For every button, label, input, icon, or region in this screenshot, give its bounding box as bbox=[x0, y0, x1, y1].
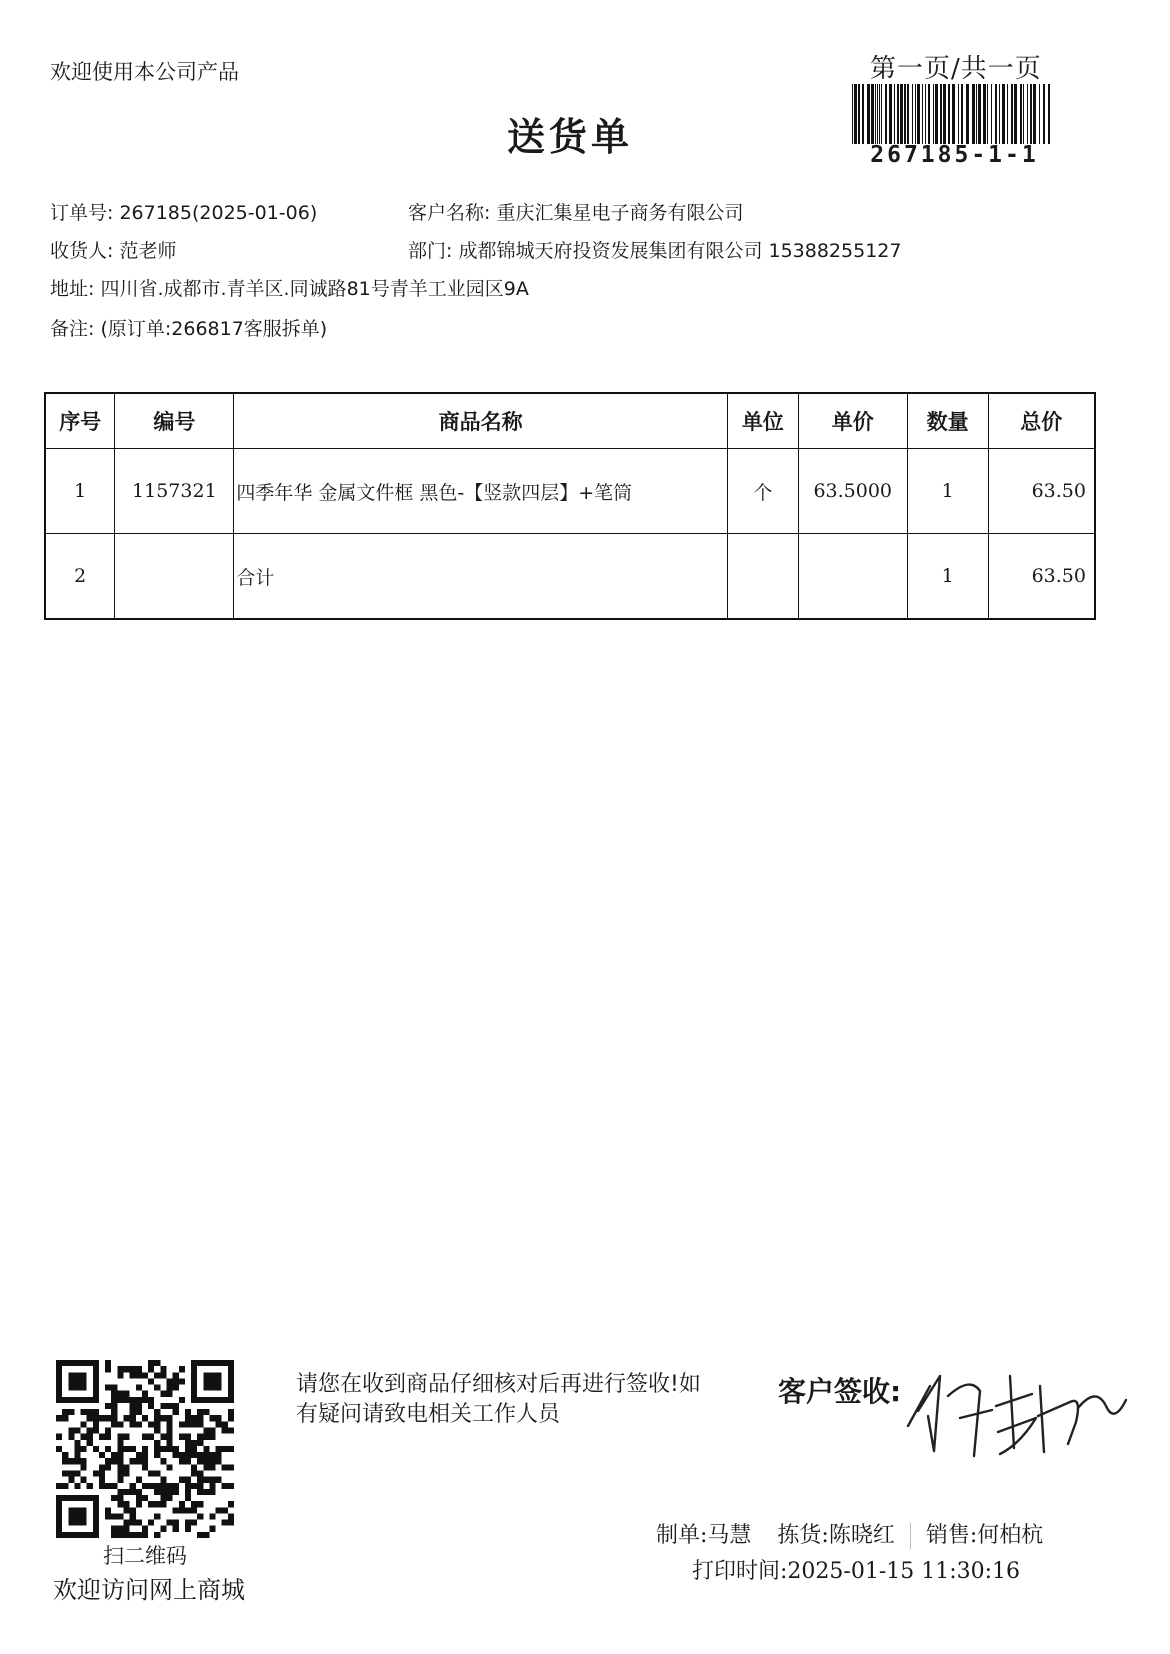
cell-price bbox=[798, 534, 907, 620]
cell-seq: 2 bbox=[45, 534, 115, 620]
cell-unit: 个 bbox=[727, 449, 798, 534]
table-row bbox=[45, 449, 1095, 534]
page-info: 第一页/共一页 bbox=[870, 54, 1042, 84]
qr-caption-visit: 欢迎访问网上商城 bbox=[53, 1576, 245, 1604]
table-row-summary bbox=[45, 534, 1095, 620]
department-field bbox=[408, 236, 901, 263]
staff-line bbox=[656, 1518, 1043, 1549]
col-header-price: 单价 bbox=[798, 393, 907, 449]
cell-qty: 1 bbox=[907, 449, 988, 534]
address-value: 四川省.成都市.青羊区.同诚路81号青羊工业园区9A bbox=[100, 278, 529, 300]
order-number-value: 267185(2025-01-06) bbox=[119, 202, 318, 224]
cell-name: 合计 bbox=[234, 534, 728, 620]
department-value: 成都锦城天府投资发展集团有限公司 15388255127 bbox=[458, 240, 902, 262]
barcode-text: 267185-1-1 bbox=[870, 142, 1039, 168]
page-title: 送货单 bbox=[506, 115, 633, 159]
cell-qty: 1 bbox=[907, 534, 988, 620]
department-label: 部门: bbox=[408, 240, 453, 262]
sales-text: 销售:何柏杭 bbox=[925, 1523, 1044, 1548]
receiver-field bbox=[50, 236, 176, 263]
items-table bbox=[44, 392, 1096, 620]
staff-divider bbox=[910, 1523, 911, 1549]
remark-value: (原订单:266817客服拆单) bbox=[100, 318, 328, 340]
customer-name-value: 重庆汇集星电子商务有限公司 bbox=[496, 202, 744, 224]
order-number-label: 订单号: bbox=[50, 202, 114, 224]
address-label: 地址: bbox=[50, 278, 95, 300]
receiver-label: 收货人: bbox=[50, 240, 114, 262]
receipt-notice: 请您在收到商品仔细核对后再进行签收!如有疑问请致电相关工作人员 bbox=[296, 1372, 701, 1427]
col-header-qty: 数量 bbox=[907, 393, 988, 449]
cell-total: 63.50 bbox=[988, 449, 1095, 534]
welcome-text: 欢迎使用本公司产品 bbox=[50, 60, 239, 84]
handwritten-signature bbox=[900, 1356, 1130, 1466]
address-field bbox=[50, 274, 529, 301]
col-header-unit: 单位 bbox=[727, 393, 798, 449]
cell-name: 四季年华 金属文件框 黑色-【竖款四层】+笔筒 bbox=[234, 449, 728, 534]
cell-unit bbox=[727, 534, 798, 620]
col-header-code: 编号 bbox=[115, 393, 234, 449]
remark-field bbox=[50, 314, 327, 341]
customer-name-label: 客户名称: bbox=[408, 202, 491, 224]
print-time: 打印时间:2025-01-15 11:30:16 bbox=[692, 1559, 1021, 1584]
maker-text: 制单:马慧 bbox=[656, 1523, 752, 1548]
cell-total: 63.50 bbox=[988, 534, 1095, 620]
cell-seq: 1 bbox=[45, 449, 115, 534]
cell-code: 1157321 bbox=[115, 449, 234, 534]
qr-caption-scan: 扫二维码 bbox=[103, 1544, 187, 1568]
customer-signature-label: 客户签收: bbox=[778, 1375, 902, 1408]
customer-name-field bbox=[408, 198, 743, 225]
cell-code bbox=[115, 534, 234, 620]
col-header-total: 总价 bbox=[988, 393, 1095, 449]
remark-label: 备注: bbox=[50, 318, 95, 340]
picker-text: 拣货:陈晓红 bbox=[777, 1523, 895, 1548]
order-number-field bbox=[50, 198, 317, 225]
qr-code bbox=[56, 1360, 234, 1538]
col-header-name: 商品名称 bbox=[234, 393, 728, 449]
col-header-seq: 序号 bbox=[45, 393, 115, 449]
table-header-row bbox=[45, 393, 1095, 449]
cell-price: 63.5000 bbox=[798, 449, 907, 534]
receiver-value: 范老师 bbox=[119, 240, 177, 262]
